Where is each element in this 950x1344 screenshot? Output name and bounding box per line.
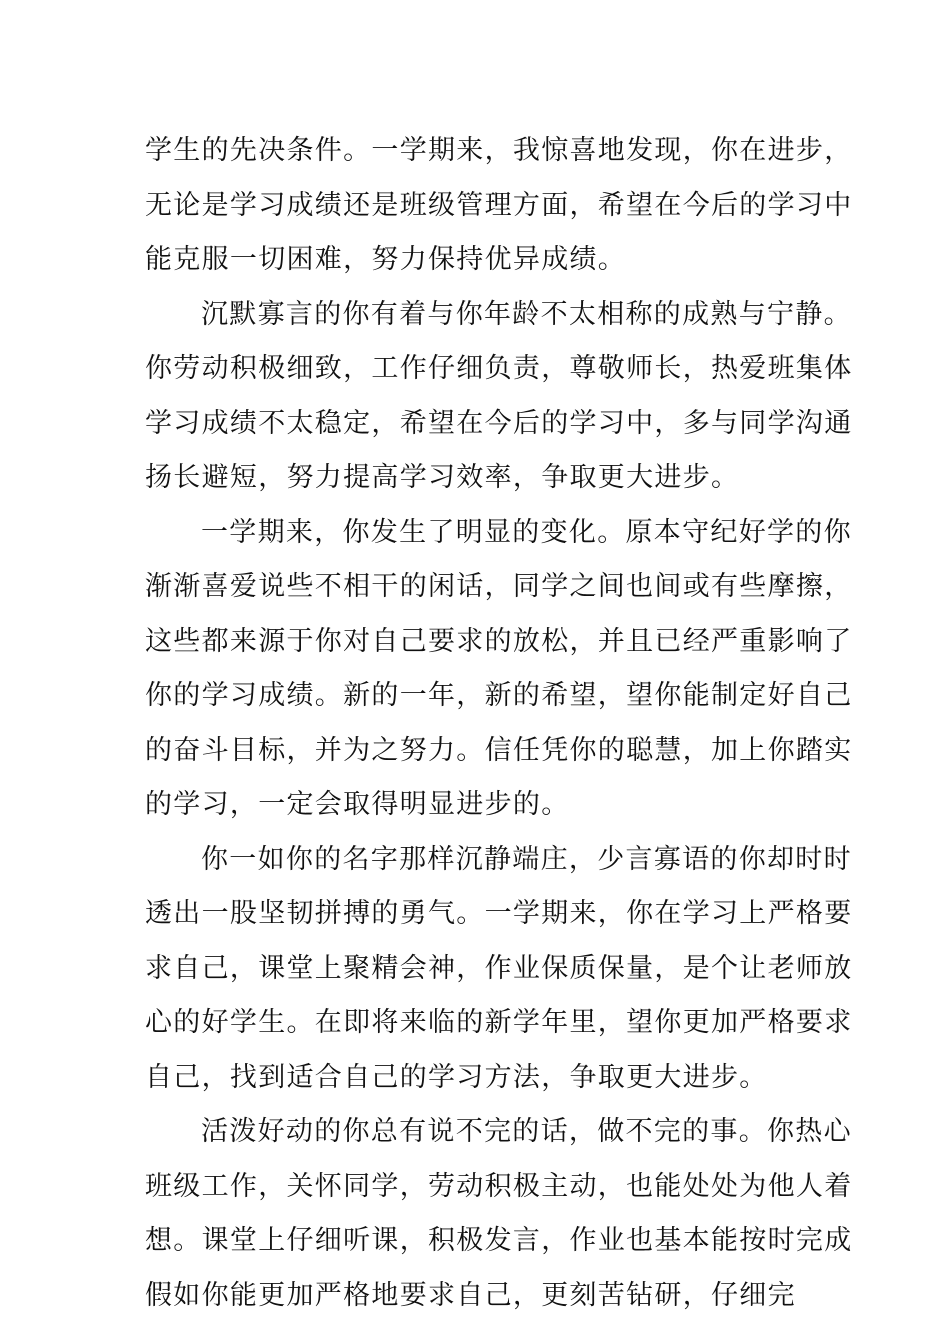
text-line: 你一如你的名字那样沉静端庄，少言寡语的你却时时 bbox=[201, 843, 852, 875]
text-line: 能克服一切困难，努力保持优异成绩。 bbox=[145, 244, 627, 275]
text-line: 求自己，课堂上聚精会神，作业保质保量，是个让老师放 bbox=[145, 952, 853, 984]
document-body bbox=[145, 124, 853, 1323]
paragraph bbox=[145, 288, 853, 506]
text-line: 的奋斗目标，并为之努力。信任凭你的聪慧，加上你踏实 bbox=[145, 734, 853, 766]
text-line: 这些都来源于你对自己要求的放松，并且已经严重影响了 bbox=[145, 625, 853, 657]
text-line: 班级工作，关怀同学，劳动积极主动，也能处处为他人着 bbox=[145, 1170, 853, 1202]
text-line: 沉默寡言的你有着与你年龄不太相称的成熟与宁静。 bbox=[201, 298, 852, 330]
text-line: 学习成绩不太稳定，希望在今后的学习中，多与同学沟通 bbox=[145, 407, 853, 439]
text-line: 你劳动积极细致，工作仔细负责，尊敬师长，热爱班集体 bbox=[145, 353, 853, 384]
text-line: 假如你能更加严格地要求自己，更刻苦钻研，仔细完 bbox=[145, 1279, 796, 1311]
text-line: 渐渐喜爱说些不相干的闲话，同学之间也间或有些摩擦， bbox=[145, 571, 853, 602]
text-line: 透出一股坚韧拼搏的勇气。一学期来，你在学习上严格要 bbox=[145, 898, 853, 929]
paragraph bbox=[145, 124, 853, 288]
text-line: 心的好学生。在即将来临的新学年里，望你更加严格要求 bbox=[145, 1007, 853, 1038]
paragraph bbox=[145, 1105, 853, 1323]
text-line: 你的学习成绩。新的一年，新的希望，望你能制定好自己 bbox=[145, 680, 853, 711]
text-line: 学生的先决条件。一学期来，我惊喜地发现，你在进步， bbox=[145, 135, 853, 166]
text-line: 的学习，一定会取得明显进步的。 bbox=[145, 789, 570, 820]
text-line: 无论是学习成绩还是班级管理方面，希望在今后的学习中 bbox=[145, 189, 853, 221]
text-line: 一学期来，你发生了明显的变化。原本守纪好学的你 bbox=[201, 516, 852, 548]
paragraph bbox=[145, 506, 853, 833]
paragraph bbox=[145, 833, 853, 1106]
text-line: 活泼好动的你总有说不完的话，做不完的事。你热心 bbox=[201, 1116, 852, 1147]
text-line: 自己，找到适合自己的学习方法，争取更大进步。 bbox=[145, 1061, 768, 1093]
text-line: 扬长避短，努力提高学习效率，争取更大进步。 bbox=[145, 462, 740, 493]
text-line: 想。课堂上仔细听课，积极发言，作业也基本能按时完成 bbox=[145, 1225, 853, 1256]
